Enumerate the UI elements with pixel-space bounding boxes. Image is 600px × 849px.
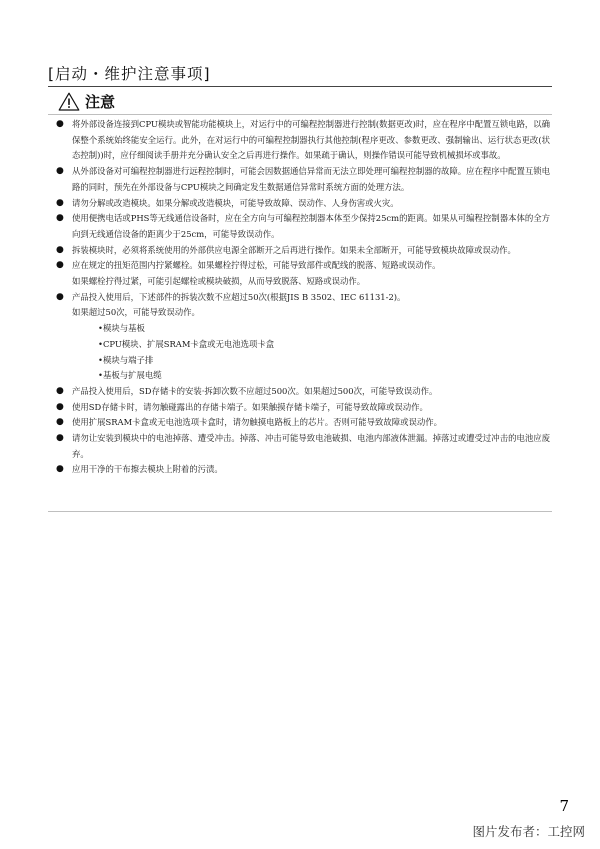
bullet-icon: ● [56,433,64,444]
watermark: 图片发布者：工控网 [472,824,585,839]
item-extra-text: 如果超过50次，可能导致误动作。 [72,307,200,318]
bullet-icon: ● [56,119,64,129]
list-item [56,431,550,462]
caution-bottom-divider [48,511,552,512]
list-item [56,164,550,195]
bullet-icon: ● [56,260,64,271]
bullet-icon: ● [56,385,64,396]
item-text: 使用便携电话或PHS等无线通信设备时，应在全方向与可编程控制器本体至少保持25cm的距离。如果从可编程控制器本体的全方向到无线通信设备的距离少于25cm，可能导致误动作。 [72,213,550,239]
caution-list [56,117,550,478]
sub-list-item: •基板与扩展电缆 [98,370,162,381]
bullet-icon: ● [56,244,64,255]
sub-list [72,321,550,384]
sub-list-item: •模块与端子排 [98,354,154,365]
list-item [56,415,550,431]
section-title: [启动・维护注意事项] [48,65,211,83]
sub-list-item: •CPU模块、扩展SRAM卡盒或无电池选项卡盒 [98,338,275,349]
item-text: 产品投入使用后，下述部件的拆装次数不应超过50次(根据JIS B 3502、IEC 61131-2)。 [72,291,406,302]
sub-list-item: •模块与基板 [98,323,145,334]
title-divider [48,86,552,87]
item-text: 使用扩展SRAM卡盒或无电池选项卡盒时，请勿触摸电路板上的芯片。否则可能导致故障或误动作。 [72,417,443,428]
item-text: 从外部设备对可编程控制器进行远程控制时，可能会因数据通信异常而无法立即处理可编程控制器的故障。应在程序中配置互锁电路的同时，预先在外部设备与CPU模块之间确定发生数据通信异常时系统方面的处理方法。 [72,166,550,192]
list-item [56,384,550,400]
bullet-icon: ● [56,401,64,412]
bullet-icon: ● [56,166,64,177]
list-item [56,258,550,289]
list-item [56,117,550,164]
list-item [56,290,550,384]
list-item [56,243,550,259]
list-item [56,211,550,242]
item-text: 拆装模块时，必须将系统使用的外部供应电源全部断开之后再进行操作。如果未全部断开，可能导致模块故障或误动作。 [72,244,516,255]
caution-header [58,90,115,112]
item-text: 请勿分解或改造模块。如果分解或改造模块，可能导致故障、误动作、人身伤害或火灾。 [72,197,399,208]
item-text: 产品投入使用后，SD存储卡的安装·拆卸次数不应超过500次。如果超过500次，可能导致误动作。 [72,385,438,396]
caution-title: 注意 [85,92,116,111]
bullet-icon: ● [56,213,64,224]
item-text: 请勿让安装到模块中的电池掉落、遭受冲击。掉落、冲击可能导致电池破损、电池内部液体泄漏。掉落过或遭受过冲击的电池应废弃。 [72,433,550,459]
page-number: 7 [559,797,569,815]
item-text: 将外部设备连接到CPU模块或智能功能模块上，对运行中的可编程控制器进行控制(数据更改)时，应在程序中配置互锁电路，以确保整个系统始终能安全运行。此外，在对运行中的可编程控制器执行其他控制(程序更改、参数更改、强制输出、运行状态更改(状态控制))时，应仔细阅读手册并充分确认安全之后再进行操作。如果疏于确认，则操作错误可能导致机械损坏或事故。 [72,119,550,161]
item-extra-text: 如果螺栓拧得过紧，可能引起螺栓或模块破损，从而导致脱落、短路或误动作。 [72,276,366,287]
caution-header-divider [48,114,552,115]
bullet-icon: ● [56,417,64,428]
warning-triangle-icon [58,92,80,111]
list-item [56,196,550,212]
item-text: 使用SD存储卡时，请勿触碰露出的存储卡端子。如果触摸存储卡端子，可能导致故障或误动作。 [72,401,428,412]
bullet-icon: ● [56,197,64,208]
item-text: 应在规定的扭矩范围内拧紧螺栓。如果螺栓拧得过松，可能导致部件或配线的脱落、短路或误动作。 [72,260,441,271]
list-item [56,400,550,416]
list-item [56,462,550,478]
bullet-icon: ● [56,291,64,302]
item-text: 应用干净的干布擦去模块上附着的污渍。 [72,464,223,475]
bullet-icon: ● [56,464,64,475]
